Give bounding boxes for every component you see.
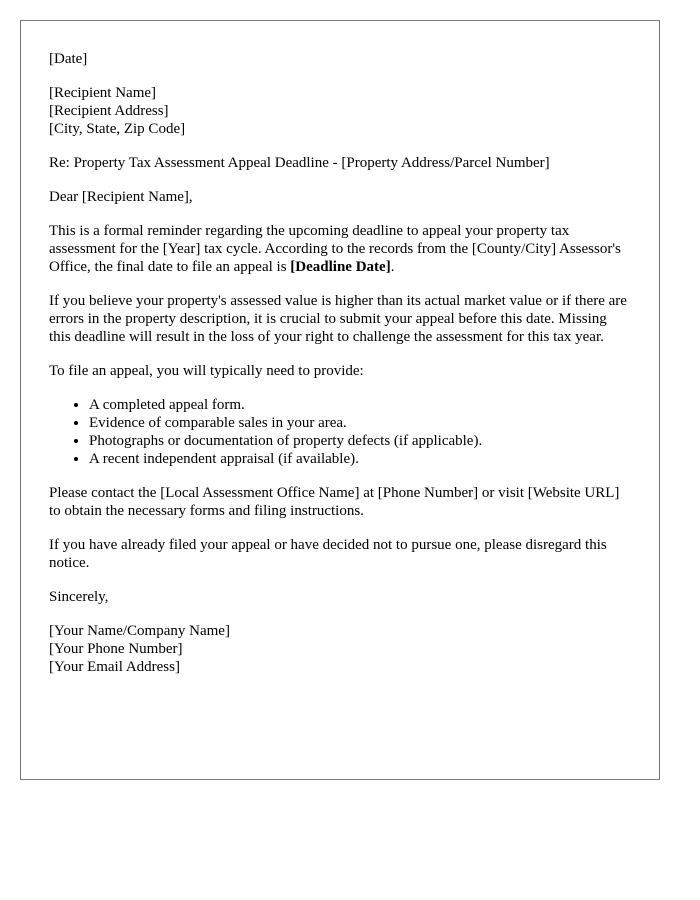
recipient-city-state-zip: [City, State, Zip Code] xyxy=(49,121,186,137)
list-item: • Photographs or documentation of property defects (if applicable). xyxy=(89,432,631,450)
paragraph-reminder xyxy=(49,222,631,276)
sender-phone: [Your Phone Number] xyxy=(49,641,183,657)
recipient-address: [Recipient Address] xyxy=(49,103,169,119)
subject-line: Re: Property Tax Assessment Appeal Deadline - [Property Address/Parcel Number] xyxy=(49,155,550,171)
sender-name: [Your Name/Company Name] xyxy=(49,623,230,639)
list-intro: To file an appeal, you will typically need to provide: xyxy=(49,363,364,379)
paragraph-contact: Please contact the [Local Assessment Office Name] at [Phone Number] or visit [Website URL] to obtain the necessary forms and filing instructions. xyxy=(49,485,620,519)
sender-email: [Your Email Address] xyxy=(49,659,180,675)
paragraph-importance: If you believe your property's assessed value is higher than its actual market value or if there are errors in the property description, it is crucial to submit your appeal before this date. Missing this deadline will result in the loss of your right to challenge the assessment for this tax year. xyxy=(49,293,627,345)
list-item: • A recent independent appraisal (if available). xyxy=(89,450,631,468)
paragraph-reminder-text: This is a formal reminder regarding the upcoming deadline to appeal your property tax assessment for the [Year] tax cycle. According to the records from the [County/City] Assessor's Office, the final date to file an appeal is xyxy=(49,223,621,275)
requirements-list xyxy=(49,396,631,468)
list-item: • Evidence of comparable sales in your area. xyxy=(89,414,631,432)
list-item: • A completed appeal form. xyxy=(89,396,631,414)
sender-block xyxy=(49,622,631,676)
recipient-block xyxy=(49,84,631,138)
paragraph-disregard: If you have already filed your appeal or have decided not to pursue one, please disregard this notice. xyxy=(49,537,607,571)
salutation: Dear [Recipient Name], xyxy=(49,189,193,205)
letter-page xyxy=(20,20,660,780)
closing: Sincerely, xyxy=(49,589,109,605)
recipient-name: [Recipient Name] xyxy=(49,85,157,101)
paragraph-reminder-end: . xyxy=(390,259,395,275)
deadline-date: [Deadline Date] xyxy=(290,259,391,275)
letter-date: [Date] xyxy=(49,51,88,67)
